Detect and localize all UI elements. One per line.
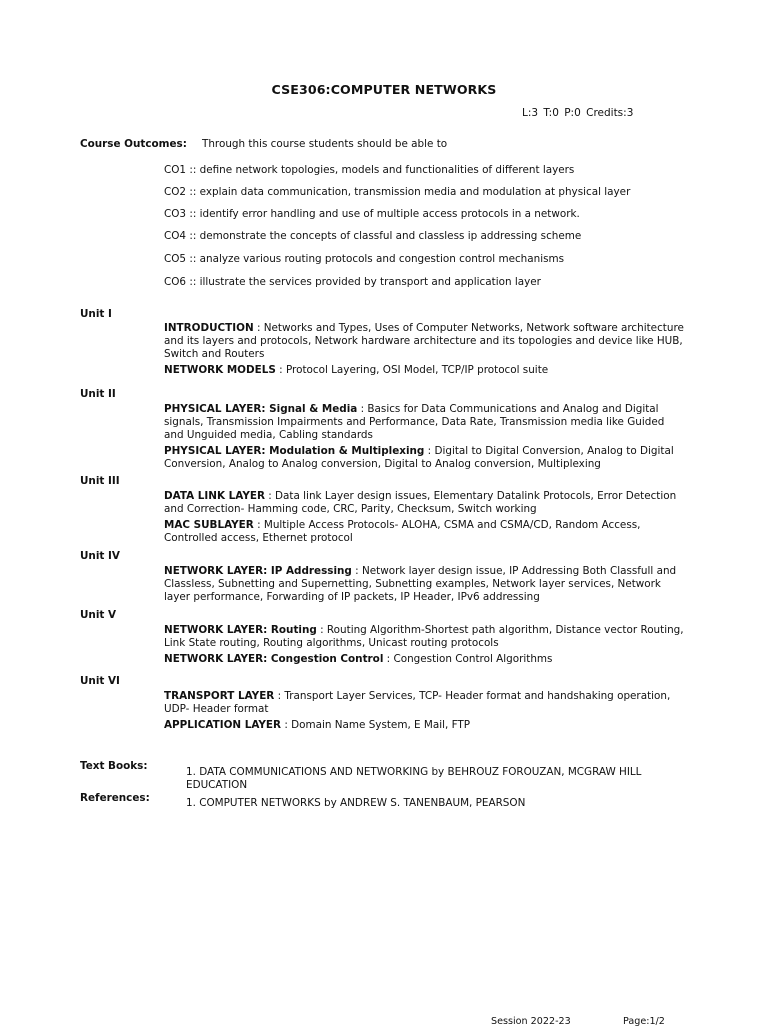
topic-text: : Protocol Layering, OSI Model, TCP/IP protocol suite <box>275 364 549 376</box>
course-outcome-2: CO2 :: explain data communication, transmission media and modulation at physical layer <box>164 186 631 198</box>
course-outcomes-intro: Through this course students should be able to <box>202 138 448 150</box>
unit-label: Unit III <box>80 475 120 487</box>
course-outcome-3: CO3 :: identify error handling and use of multiple access protocols in a network. <box>164 208 580 220</box>
topic-text: : Networks and Types, Uses of Computer Networks, Network software architecture and its layers and protocols, Network hardware architecture and its topologies and device like HUB, Switch and Routers <box>164 322 684 360</box>
unit-topic <box>164 445 684 471</box>
text-books-label: Text Books: <box>80 760 148 772</box>
course-outcome-6: CO6 :: illustrate the services provided by transport and application layer <box>164 276 541 288</box>
topic-heading: PHYSICAL LAYER: Modulation & Multiplexing <box>164 445 425 457</box>
course-outcome-5: CO5 :: analyze various routing protocols and congestion control mechanisms <box>164 253 565 265</box>
session-footer: Session 2022-23 <box>491 1016 571 1027</box>
unit-topic <box>164 403 684 442</box>
unit-content <box>164 403 684 474</box>
reference-item: 1. COMPUTER NETWORKS by ANDREW S. TANENBAUM, PEARSON <box>186 797 526 809</box>
unit-content <box>164 565 684 607</box>
topic-heading: NETWORK LAYER: Routing <box>164 624 317 636</box>
unit-topic <box>164 490 684 516</box>
unit-content <box>164 690 684 735</box>
references-label: References: <box>80 792 150 804</box>
topic-heading: NETWORK LAYER: IP Addressing <box>164 565 352 577</box>
unit-topic <box>164 322 684 361</box>
unit-topic <box>164 653 684 666</box>
course-outcome-1: CO1 :: define network topologies, models and functionalities of different layers <box>164 164 575 176</box>
topic-text: : Transport Layer Services, TCP- Header format and handshaking operation, UDP- Header format <box>164 690 671 715</box>
topic-text: : Routing Algorithm-Shortest path algorithm, Distance vector Routing, Link State routing, Routing algorithms, Unicast routing protocols <box>164 624 684 649</box>
credits-line: L:3 T:0 P:0 Credits:3 <box>522 107 634 119</box>
topic-text: : Digital to Digital Conversion, Analog to Digital Conversion, Analog to Analog conversion, Digital to Analog conversion, Multiplexing <box>164 445 674 470</box>
unit-topic <box>164 364 684 377</box>
unit-topic <box>164 624 684 650</box>
unit-content <box>164 490 684 548</box>
topic-heading: APPLICATION LAYER <box>164 719 282 731</box>
topic-text: : Domain Name System, E Mail, FTP <box>281 719 471 731</box>
unit-label: Unit VI <box>80 675 120 687</box>
unit-label: Unit II <box>80 388 116 400</box>
course-outcome-4: CO4 :: demonstrate the concepts of classful and classless ip addressing scheme <box>164 230 582 242</box>
topic-heading: NETWORK LAYER: Congestion Control <box>164 653 384 665</box>
topic-text: : Congestion Control Algorithms <box>383 653 553 665</box>
topic-heading: MAC SUBLAYER <box>164 519 254 531</box>
topic-heading: TRANSPORT LAYER <box>164 690 275 702</box>
topic-text: : Data link Layer design issues, Elementary Datalink Protocols, Error Detection and Correction- Hamming code, CRC, Parity, Checksum, Switch working <box>164 490 677 515</box>
topic-heading: NETWORK MODELS <box>164 364 276 376</box>
unit-topic <box>164 519 684 545</box>
unit-label: Unit V <box>80 609 117 621</box>
unit-content <box>164 322 684 380</box>
course-title: CSE306:COMPUTER NETWORKS <box>271 82 497 97</box>
unit-topic <box>164 719 684 732</box>
topic-text: : Basics for Data Communications and Analog and Digital signals, Transmission Impairments and Performance, Data Rate, Transmission media like Guided and Unguided media, Cabling standards <box>164 403 665 441</box>
unit-topic <box>164 690 684 716</box>
unit-label: Unit IV <box>80 550 120 562</box>
topic-text: : Multiple Access Protocols- ALOHA, CSMA and CSMA/CD, Random Access, Controlled access, Ethernet protocol <box>164 519 641 544</box>
text-book-item: 1. DATA COMMUNICATIONS AND NETWORKING by BEHROUZ FOROUZAN, MCGRAW HILL EDUCATION <box>186 766 642 791</box>
unit-topic <box>164 565 684 604</box>
unit-content <box>164 624 684 669</box>
topic-heading: INTRODUCTION <box>164 322 254 334</box>
topic-text: : Network layer design issue, IP Addressing Both Classfull and Classless, Subnetting and Supernetting, Subnetting examples, Network layer services, Network layer performance, Forwarding of IP packets, IP Header, IPv6 addressing <box>164 565 677 603</box>
topic-heading: PHYSICAL LAYER: Signal & Media <box>164 403 358 415</box>
course-outcomes-label: Course Outcomes: <box>80 138 187 150</box>
topic-heading: DATA LINK LAYER <box>164 490 265 502</box>
page-number: Page:1/2 <box>623 1016 665 1027</box>
unit-label: Unit I <box>80 308 112 320</box>
